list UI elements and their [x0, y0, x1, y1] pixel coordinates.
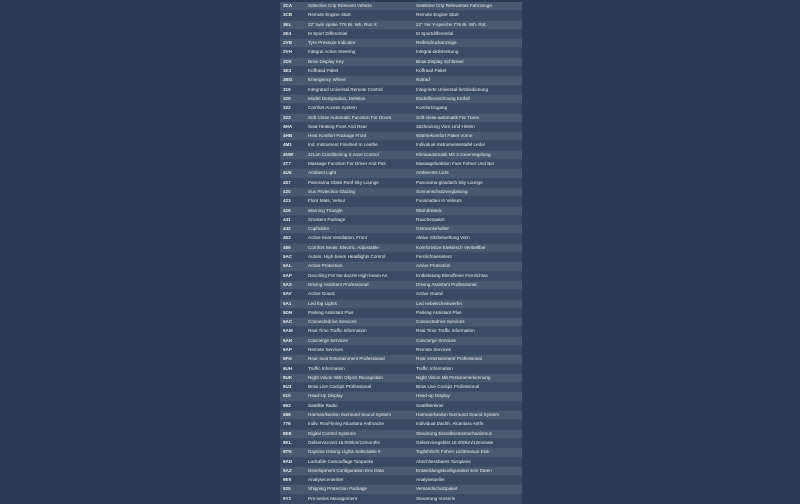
- german-description-cell: Modellbezeichnung Entfall: [413, 94, 522, 103]
- option-code-cell: 6AC: [280, 318, 305, 327]
- table-row: [280, 141, 522, 150]
- option-code-cell: 5AC: [280, 253, 305, 262]
- option-code-cell: 319: [280, 85, 305, 94]
- table-row: [280, 355, 522, 364]
- option-code-cell: 6AM: [280, 327, 305, 336]
- german-description-cell: Fussmatten In Velours: [413, 197, 522, 206]
- english-description-cell: Remote Services: [305, 345, 413, 354]
- german-description-cell: Integral-aktivlenkung: [413, 48, 522, 57]
- english-description-cell: Active Seat Ventilation, Front: [305, 234, 413, 243]
- table-row: [280, 67, 522, 76]
- table-row: [280, 76, 522, 85]
- table-row: [280, 429, 522, 438]
- german-description-cell: Steuerung Vorserie: [413, 494, 522, 503]
- option-code-cell: 4HA: [280, 122, 305, 131]
- german-description-cell: Fernlichtassistent: [413, 253, 522, 262]
- option-code-cell: 2E4: [280, 29, 305, 38]
- german-description-cell: Getraenkehalter: [413, 225, 522, 234]
- german-description-cell: Driving Assistant Professional: [413, 280, 522, 289]
- option-code-cell: 4NW: [280, 150, 305, 159]
- german-description-cell: 22" Ver Y-speiche 776 Bi. Wh. Rot.: [413, 20, 522, 29]
- english-description-cell: 4zLan Conditioning 3-zone Control: [305, 150, 413, 159]
- table-row: [280, 178, 522, 187]
- german-description-cell: Night Vision Mit Personenerkennung: [413, 373, 522, 382]
- option-code-cell: 776: [280, 420, 305, 429]
- table-row: [280, 290, 522, 299]
- option-code-cell: 6U3: [280, 383, 305, 392]
- german-description-cell: Satellitenkrier: [413, 401, 522, 410]
- german-description-cell: Entwicklungskonfiguration Env Daten: [413, 466, 522, 475]
- german-description-cell: Active Guard: [413, 290, 522, 299]
- german-description-cell: Massagefunktion Fuer Fahrer Und Bei: [413, 160, 522, 169]
- english-description-cell: Active Protection: [305, 262, 413, 271]
- english-description-cell: Night Vision With Object Recognition: [305, 373, 413, 382]
- table-row: [280, 411, 522, 420]
- german-description-cell: Analysetoeller: [413, 476, 522, 485]
- english-description-cell: Selective Crip Relevant Vehicle: [305, 2, 413, 11]
- english-description-cell: Bmw Display Key: [305, 57, 413, 66]
- table-row: [280, 104, 522, 113]
- table-row: [280, 253, 522, 262]
- table-row: [280, 225, 522, 234]
- german-description-cell: Concierge Services: [413, 336, 522, 345]
- option-code-cell: 2VH: [280, 48, 305, 57]
- option-code-cell: 323: [280, 113, 305, 122]
- english-description-cell: Development Configuration Env Data: [305, 466, 413, 475]
- english-description-cell: Decolling For No-dazzle High-beam As: [305, 271, 413, 280]
- english-description-cell: Warning Triangle: [305, 206, 413, 215]
- german-description-cell: Harman/kardon Surround Sound System: [413, 411, 522, 420]
- option-code-cell: 688: [280, 411, 305, 420]
- english-description-cell: Shipping Protection Package: [305, 485, 413, 494]
- english-description-cell: Head-Up Display: [305, 392, 413, 401]
- english-description-cell: Koffraad Paket: [305, 67, 413, 76]
- english-description-cell: Real Time Traffic Information: [305, 327, 413, 336]
- option-code-cell: 6UK: [280, 373, 305, 382]
- table-row: [280, 29, 522, 38]
- german-description-cell: Panorama-glasdach Sky Lounge: [413, 178, 522, 187]
- english-description-cell: Connectedrive Services: [305, 318, 413, 327]
- english-description-cell: Parking Assistant Plus: [305, 308, 413, 317]
- german-description-cell: Individual Instrumententafel Leder: [413, 141, 522, 150]
- german-description-cell: Rear entertainment Professional: [413, 355, 522, 364]
- table-row: [280, 383, 522, 392]
- table-row: [280, 271, 522, 280]
- table-row: [280, 122, 522, 131]
- german-description-cell: Head-up Display: [413, 392, 522, 401]
- table-row: [280, 476, 522, 485]
- german-description-cell: Oelservicegebiet 15.000km/12monate: [413, 438, 522, 447]
- english-description-cell: Driving Assistant Professional: [305, 280, 413, 289]
- option-code-cell: 925: [280, 485, 305, 494]
- english-description-cell: Rear-seat Entertainment Professional: [305, 355, 413, 364]
- option-code-cell: 9AZ: [280, 466, 305, 475]
- english-description-cell: Integral Active Steering: [305, 48, 413, 57]
- english-description-cell: Concierge Services: [305, 336, 413, 345]
- english-description-cell: Active Guard: [305, 290, 413, 299]
- german-description-cell: Komfortzugang: [413, 104, 522, 113]
- table-row: [280, 57, 522, 66]
- english-description-cell: Digital Control Systems: [305, 429, 413, 438]
- option-code-cell: 2VB: [280, 39, 305, 48]
- option-code-cell: 428: [280, 206, 305, 215]
- english-description-cell: Ambient Light: [305, 169, 413, 178]
- german-description-cell: Bmw Display Schlüssel: [413, 57, 522, 66]
- german-description-cell: Real Time Traffic Information: [413, 327, 522, 336]
- english-description-cell: Smokers Package: [305, 215, 413, 224]
- english-description-cell: Integrated Universal Remote Control: [305, 85, 413, 94]
- option-code-cell: 4U6: [280, 169, 305, 178]
- option-code-cell: 5AS: [280, 280, 305, 289]
- table-row: [280, 20, 522, 29]
- english-description-cell: Ind. Instrument Finished In Leathe: [305, 141, 413, 150]
- option-code-cell: 6FH: [280, 355, 305, 364]
- option-code-cell: 3BG: [280, 76, 305, 85]
- table-row: [280, 318, 522, 327]
- option-code-cell: 441: [280, 215, 305, 224]
- german-description-cell: Steuerung Einzelbremsmechanismus: [413, 429, 522, 438]
- option-code-cell: 3CA: [280, 2, 305, 11]
- german-description-cell: Soft-close-automatik Für Türen: [413, 113, 522, 122]
- german-description-cell: Led nebelscheinwerfer: [413, 299, 522, 308]
- english-description-cell: Massage Function For Driver And Pas: [305, 160, 413, 169]
- german-description-cell: Ambientes Licht: [413, 169, 522, 178]
- english-description-cell: Comfort Access System: [305, 104, 413, 113]
- option-code-cell: 8KL: [280, 438, 305, 447]
- german-description-cell: Parking Assistant Plus: [413, 308, 522, 317]
- german-description-cell: Individual Dachh. Alcantara Anthr.: [413, 420, 522, 429]
- option-code-cell: 653: [280, 401, 305, 410]
- english-description-cell: Remote Engine Start: [305, 11, 413, 20]
- option-code-cell: 4HB: [280, 132, 305, 141]
- table-row: [280, 327, 522, 336]
- option-code-cell: 610: [280, 392, 305, 401]
- table-row: [280, 466, 522, 475]
- table-row: [280, 243, 522, 252]
- german-description-cell: Koffraad Paket: [413, 67, 522, 76]
- table-row: [280, 280, 522, 289]
- english-description-cell: Daytime Driving Lights Selectable II: [305, 448, 413, 457]
- english-description-cell: Floor Mats, Velour: [305, 197, 413, 206]
- english-description-cell: Panorama Glass Roof Sky Lounge: [305, 178, 413, 187]
- english-description-cell: Oelservicezeit 15.000km/12months: [305, 438, 413, 447]
- english-description-cell: Led fog Lights: [305, 299, 413, 308]
- option-code-cell: 3CB: [280, 11, 305, 20]
- english-description-cell: Model Designation, Deletion: [305, 94, 413, 103]
- option-code-cell: 6AN: [280, 336, 305, 345]
- english-description-cell: Traffic Information: [305, 364, 413, 373]
- table-row: [280, 299, 522, 308]
- table-row: [280, 438, 522, 447]
- english-description-cell: Seat Heating Front And Rear: [305, 122, 413, 131]
- table-row: [280, 150, 522, 159]
- english-description-cell: Analysecenteriter: [305, 476, 413, 485]
- table-row: [280, 345, 522, 354]
- english-description-cell: Cupholder: [305, 225, 413, 234]
- english-description-cell: M Sport Differential: [305, 29, 413, 38]
- german-description-cell: M Sportdifferential: [413, 29, 522, 38]
- german-description-cell: Entbelatung Blendfreier Fernlichtas: [413, 271, 522, 280]
- german-description-cell: Active Protection: [413, 262, 522, 271]
- english-description-cell: Indiv. Roof-lining Alcantara Anthracite: [305, 420, 413, 429]
- table-row: [280, 448, 522, 457]
- option-code-cell: 2D0: [280, 57, 305, 66]
- english-description-cell: Comfort Seats, Electric, Adjustable: [305, 243, 413, 252]
- option-code-cell: 9E9: [280, 476, 305, 485]
- english-description-cell: Emergency Wheel: [305, 76, 413, 85]
- table-row: [280, 262, 522, 271]
- table-row: [280, 187, 522, 196]
- option-code-cell: 8TN: [280, 448, 305, 457]
- german-description-cell: Notrad: [413, 76, 522, 85]
- option-code-cell: 423: [280, 197, 305, 206]
- table-row: [280, 494, 522, 503]
- german-description-cell: Abschliessbares Tarnplane: [413, 457, 522, 466]
- option-code-cell: 453: [280, 234, 305, 243]
- option-code-cell: 407: [280, 178, 305, 187]
- table-row: [280, 336, 522, 345]
- german-description-cell: Remote Services: [413, 345, 522, 354]
- table-row: [280, 132, 522, 141]
- german-description-cell: Komfortsitze Elektrisch Verstellbar: [413, 243, 522, 252]
- table-row: [280, 392, 522, 401]
- german-description-cell: Versandschutzpaket: [413, 485, 522, 494]
- option-code-cell: 3EL: [280, 20, 305, 29]
- german-description-cell: Tagfahrlicht Fahrer Lichtmenue Eink: [413, 448, 522, 457]
- german-description-cell: Klimaautomatik Mit 3-zonenregelung: [413, 150, 522, 159]
- option-code-cell: 9AD: [280, 457, 305, 466]
- option-code-cell: 5AP: [280, 271, 305, 280]
- table-row: [280, 48, 522, 57]
- english-description-cell: Satellite Radio: [305, 401, 413, 410]
- option-code-cell: 5AL: [280, 262, 305, 271]
- table-row: [280, 234, 522, 243]
- english-description-cell: 22" twin spoke 776 Bi. Wh. Run X: [305, 20, 413, 29]
- option-code-cell: 5DN: [280, 308, 305, 317]
- table-row: [280, 206, 522, 215]
- option-code-cell: 4M1: [280, 141, 305, 150]
- english-description-cell: Pre-series Management: [305, 494, 413, 503]
- english-description-cell: Heat Komfort Package Front: [305, 132, 413, 141]
- option-code-cell: 456: [280, 243, 305, 252]
- option-codes-table: [280, 2, 522, 504]
- option-codes-table-container: [280, 2, 522, 504]
- option-codes-table-body: [280, 2, 522, 504]
- table-row: [280, 215, 522, 224]
- german-description-cell: Traffic Information: [413, 364, 522, 373]
- table-row: [280, 85, 522, 94]
- option-code-cell: 320: [280, 94, 305, 103]
- german-description-cell: Selektive Crip Relevantes Fahrzeuge: [413, 2, 522, 11]
- german-description-cell: Sonnenschutzverglasung: [413, 187, 522, 196]
- table-row: [280, 113, 522, 122]
- english-description-cell: Bmw Live Cockpit Professional: [305, 383, 413, 392]
- english-description-cell: Lockable Camouflage Tanpacks: [305, 457, 413, 466]
- table-row: [280, 39, 522, 48]
- table-row: [280, 420, 522, 429]
- table-row: [280, 364, 522, 373]
- table-row: [280, 169, 522, 178]
- option-code-cell: 6AP: [280, 345, 305, 354]
- table-row: [280, 401, 522, 410]
- german-description-cell: Integrierte Universal-fernbedienung: [413, 85, 522, 94]
- german-description-cell: Remote Engine Start: [413, 11, 522, 20]
- option-code-cell: 442: [280, 225, 305, 234]
- table-row: [280, 485, 522, 494]
- option-code-cell: 5A1: [280, 299, 305, 308]
- english-description-cell: Autom. High-beam Headlights Control: [305, 253, 413, 262]
- english-description-cell: Soft Close Automatic Function For Doors: [305, 113, 413, 122]
- german-description-cell: Bmw Live Cockpit Professional: [413, 383, 522, 392]
- table-row: [280, 2, 522, 11]
- english-description-cell: Harman/kardon Surround Sound System: [305, 411, 413, 420]
- option-code-cell: 4T7: [280, 160, 305, 169]
- english-description-cell: Sun Protection Glazing: [305, 187, 413, 196]
- option-code-cell: 322: [280, 104, 305, 113]
- option-code-cell: 420: [280, 187, 305, 196]
- table-row: [280, 308, 522, 317]
- option-code-cell: 5AV: [280, 290, 305, 299]
- option-code-cell: 9Y1: [280, 494, 305, 503]
- german-description-cell: Connectedrive Services: [413, 318, 522, 327]
- option-code-cell: 6UH: [280, 364, 305, 373]
- german-description-cell: Wärmekomfort Paket Vorne: [413, 132, 522, 141]
- table-row: [280, 373, 522, 382]
- table-row: [280, 457, 522, 466]
- german-description-cell: Warndreieck: [413, 206, 522, 215]
- english-description-cell: Tyre Pressure Indicator: [305, 39, 413, 48]
- table-row: [280, 197, 522, 206]
- german-description-cell: Sitzheizung Vorn Und Hinten: [413, 122, 522, 131]
- german-description-cell: Aktive Sitzbelueftung Vorn: [413, 234, 522, 243]
- german-description-cell: Reifendruckanzeige: [413, 39, 522, 48]
- table-row: [280, 160, 522, 169]
- option-code-cell: 3E3: [280, 67, 305, 76]
- option-code-cell: 8E8: [280, 429, 305, 438]
- table-row: [280, 94, 522, 103]
- table-row: [280, 11, 522, 20]
- german-description-cell: Raucherpaket: [413, 215, 522, 224]
